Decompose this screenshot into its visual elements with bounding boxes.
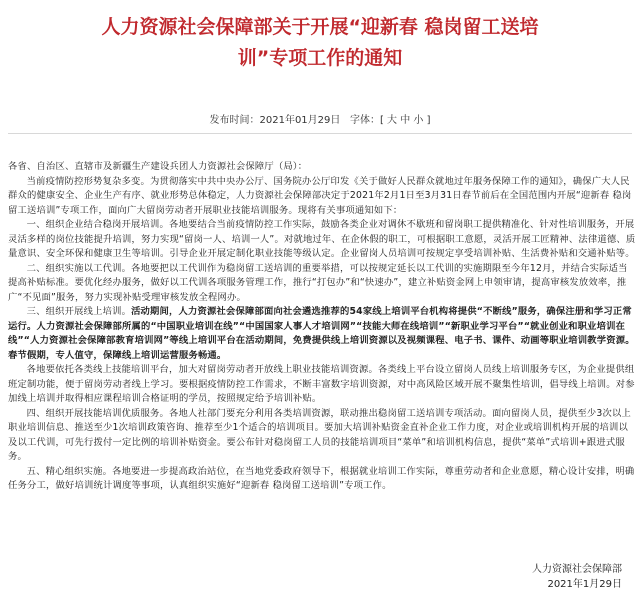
intro-paragraph: 当前疫情防控形势复杂多变。为贯彻落实中共中央办公厅、国务院办公厅印发《关于做好人民群众就地过年服务保障工作的通知》，确保广大人民群众的健康安全、企业生产有序、就业形势总体稳定，人力资源社会保障部决定于2021年2月1日至3月31日春节前后在全国范围内开展“迎新春 稳岗留工送培训”专项工作，面向广大留岗劳动者开展职业技能培训服务。现将有关事项通知如下： [8, 175, 632, 216]
paragraph-4: 各地要依托各类线上技能培训平台，加大对留岗劳动者开放线上职业技能培训资源。各类线上平台设立留岗人员线上培训服务专区，为企业提供组班定制功能，便于留岗劳动者线上学习。要根据疫情防控工作需求，不断丰富数字培训资源，对中高风险区域开展不聚集性培训，倡导线上培训。对参加线上培训并取得相应课程培训合格证明的学员，按照规定给予培训补贴。 [8, 364, 635, 404]
paragraph-3-text: 活动期间，人力资源社会保障部面向社会遴选推荐的54家线上培训平台机构将提供“不断线”服务，确保注册和学习正常运行。人力资源社会保障部所属的“中国职业培训在线”“中国国家人事人才培训网”“技能大师在线培训”“新职业学习平台”“就业创业和职业培训在线”“人力资源社会保障部教育培训网”等线上培训平台在活动期间，免费提供线上培训资源以及视频课程、电子书、课件、动画等职业培训教学资源。春节假期，专人值守，保障线上培训运营服务畅通。 [8, 306, 635, 361]
signature-org: 人力资源社会保障部 [532, 564, 622, 575]
paragraph-2: 二、组织实施以工代训。各地要把以工代训作为稳岗留工送培训的重要举措，可以按规定延长以工代训的实施期限至今年12月，并结合实际适当提高补贴标准。要优化经办服务，做好以工代训各项服务管理工作，推行“打包办”和“快速办”，建立补贴资金网上申领审请，提高审核发放效率，推广“不见面”服务，努力实现补贴受理审核发放全程网办。 [8, 262, 628, 303]
paragraph-5: 四、组织开展技能培训优质服务。各地人社部门要充分利用各类培训资源，联动推出稳岗留工送培训专项活动。面向留岗人员，提供至少3次以上职业培训信息、推送至少1次培训政策咨询、推荐至少1个适合的培训项目。要加大培训补贴资金直补企业工作力度，对企业或培训机构开展的培训以及以工代训，可先行拨付一定比例的培训补贴资金。要公布针对稳岗留工人员的技能培训项目“菜单”和培训机构信息，提供“菜单”式培训+跟进式服务。 [8, 407, 632, 462]
publish-label: 发布时间： [209, 115, 260, 126]
article-body [8, 160, 636, 494]
font-size-switcher[interactable]: [ 大 中 小 ] [379, 115, 431, 126]
paragraph-1: 一、组织企业结合稳岗开展培训。各地要结合当前疫情防控工作实际，鼓励各类企业对调休不歇班和留岗职工提供精准化、针对性培训服务，开展灵活多样的岗位技能提升培训，努力实现“留岗一人、培训一人”。对就地过年、在企休假的职工，可根据职工意愿，灵活开展工匠精神、法律道德、质量意识、安全环保和健康卫生等培训。引导企业开展定制化职业技能等级认定。企业留岗人员培训可按规定享受培训补贴、生活费补贴和交通补贴等。 [8, 219, 636, 259]
font-size-label: 字体： [349, 115, 380, 126]
title-line-1: 人力资源社会保障部关于开展“迎新春 稳岗留工送培 [101, 16, 539, 38]
meta-divider [8, 133, 632, 134]
salutation: 各省、自治区、直辖市及新疆生产建设兵团人力资源社会保障厅（局）： [8, 161, 308, 172]
paragraph-3 [8, 305, 636, 363]
paragraph-3-heading: 三、组织开展线上培训。 [26, 306, 132, 317]
paragraph-6: 五、精心组织实施。各地要进一步提高政治站位，在当地党委政府领导下，根据就业培训工作实际，尊重劳动者和企业意愿，精心设计安排，明确任务分工，做好培训统计调度等事项，认真组织实施好“迎新春 稳岗留工送培训”专项工作。 [8, 465, 635, 491]
signature-block [532, 562, 622, 592]
article-title [0, 12, 640, 74]
publish-date: 2021年01月29日 [259, 115, 341, 126]
article-meta [0, 111, 640, 126]
title-line-2: 训”专项工作的通知 [237, 47, 403, 69]
signature-date: 2021年1月29日 [547, 579, 622, 590]
